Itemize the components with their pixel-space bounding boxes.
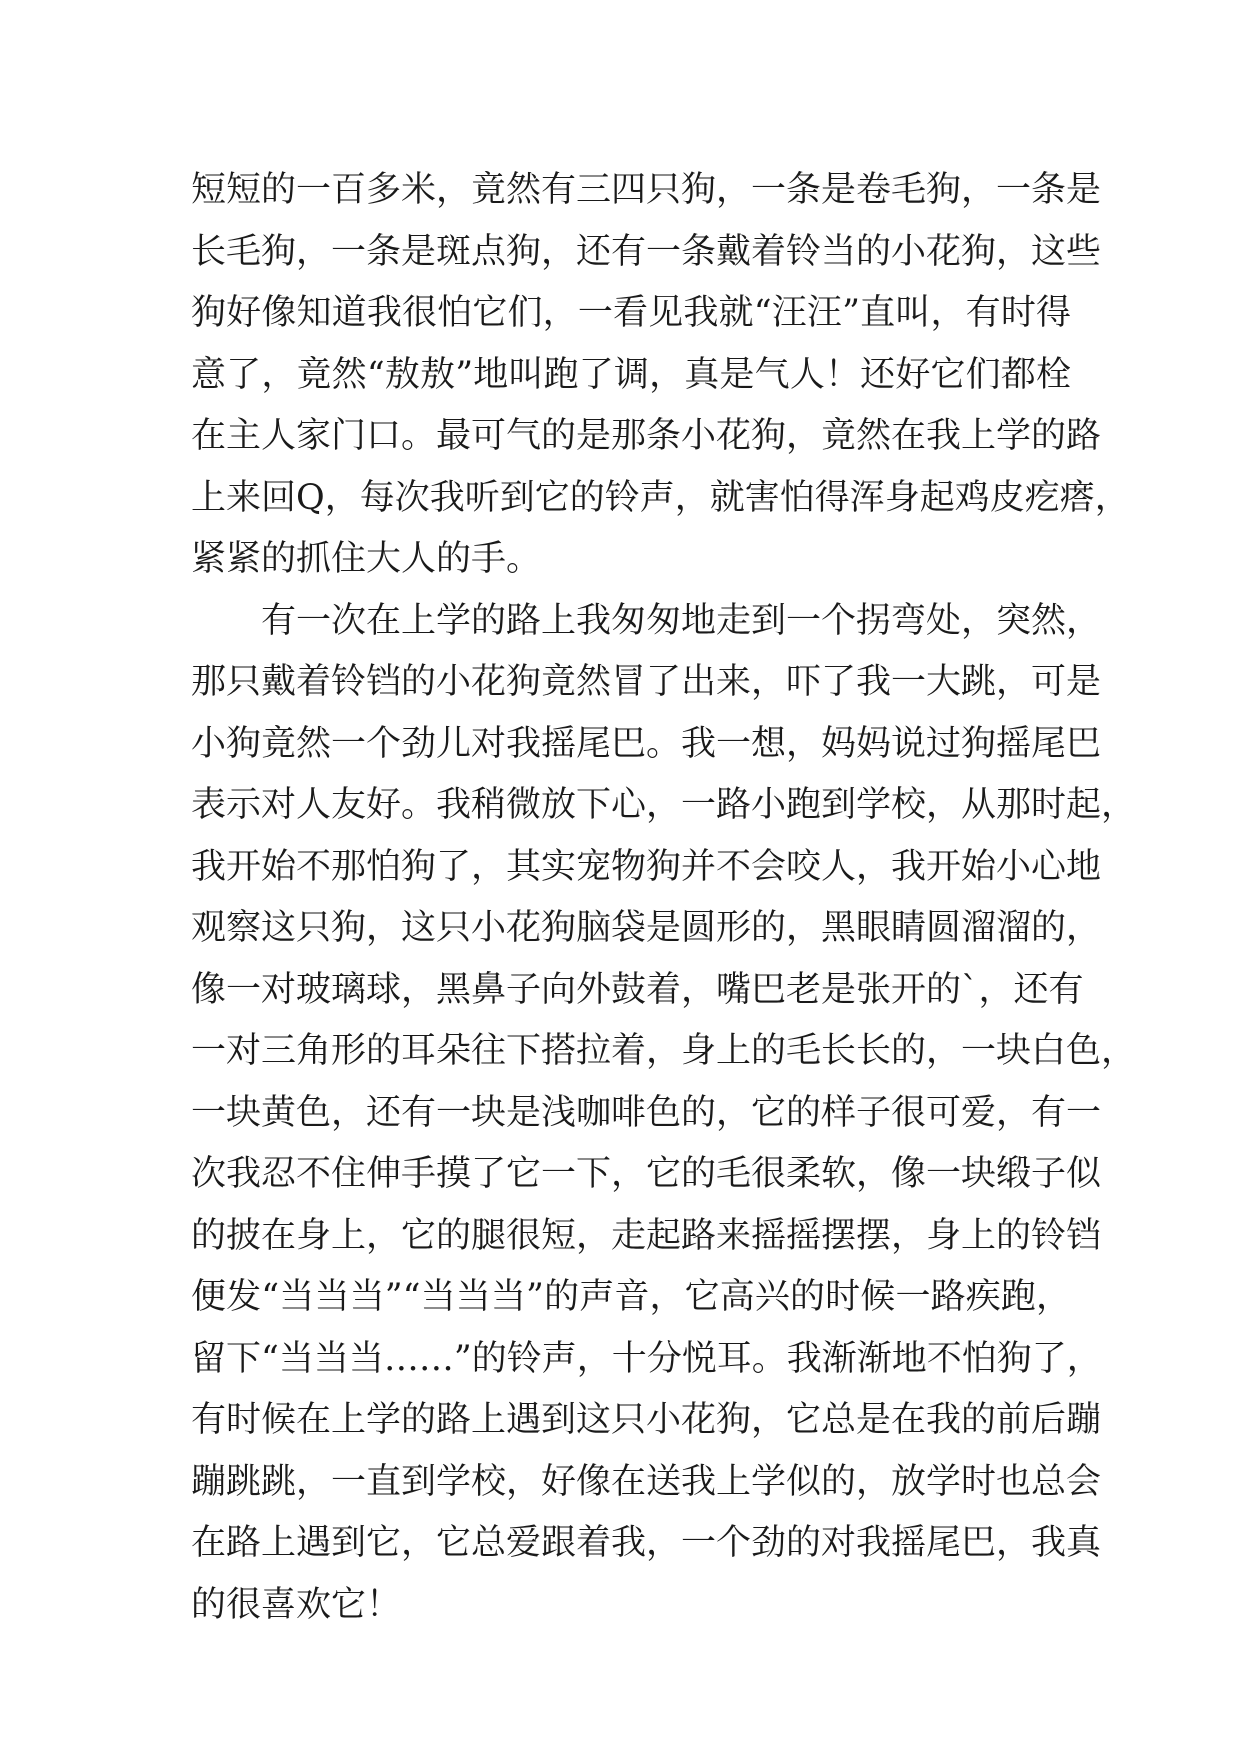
text-line: 有时候在上学的路上遇到这只小花狗，它总是在我的前后蹦	[191, 1400, 1102, 1440]
text-line: 有一次在上学的路上我匆匆地走到一个拐弯处，突然，	[191, 600, 1102, 641]
paragraph-2	[191, 591, 1137, 1637]
text-line: 一对三角形的耳朵往下搭拉着，身上的毛长长的，一块白色，	[191, 1031, 1137, 1071]
text-line: 短短的一百多米，竟然有三四只狗，一条是卷毛狗，一条是	[191, 170, 1102, 210]
text-line: 的披在身上，它的腿很短，走起路来摇摇摆摆，身上的铃铛	[191, 1215, 1102, 1256]
text-line: 长毛狗，一条是斑点狗，还有一条戴着铃当的小花狗，这些	[191, 231, 1102, 272]
text-line: 像一对玻璃球，黑鼻子向外鼓着，嘴巴老是张开的`，还有	[191, 969, 1084, 1010]
paragraph-1	[191, 160, 1130, 591]
text-line: 表示对人友好。我稍微放下心，一路小跑到学校，从那时起，	[191, 785, 1137, 825]
text-line: 留下“当当当……”的铃声，十分悦耳。我渐渐地不怕狗了，	[191, 1338, 1102, 1379]
text-line: 意了，竟然“敖敖”地叫跑了调，真是气人！还好它们都栓	[191, 354, 1071, 395]
text-line: 的很喜欢它！	[191, 1584, 402, 1625]
text-line: 那只戴着铃铛的小花狗竟然冒了出来，吓了我一大跳，可是	[191, 662, 1102, 702]
text-line: 上来回Q，每次我听到它的铃声，就害怕得浑身起鸡皮疙瘩，	[191, 477, 1130, 518]
article-body	[191, 160, 1137, 1636]
text-line: 紧紧的抓住大人的手。	[191, 539, 542, 579]
text-line: 我开始不那怕狗了，其实宠物狗并不会咬人，我开始小心地	[191, 846, 1102, 887]
text-line: 小狗竟然一个劲儿对我摇尾巴。我一想，妈妈说过狗摇尾巴	[191, 723, 1102, 764]
text-line: 在路上遇到它，它总爱跟着我，一个劲的对我摇尾巴，我真	[191, 1523, 1102, 1563]
text-line: 一块黄色，还有一块是浅咖啡色的，它的样子很可爱，有一	[191, 1092, 1102, 1133]
text-line: 观察这只狗，这只小花狗脑袋是圆形的，黑眼睛圆溜溜的，	[191, 908, 1102, 948]
text-line: 便发“当当当”“当当当”的声音，它高兴的时候一路疾跑，	[191, 1277, 1071, 1317]
text-line: 次我忍不住伸手摸了它一下，它的毛很柔软，像一块缎子似	[191, 1154, 1102, 1194]
text-line: 狗好像知道我很怕它们，一看见我就“汪汪”直叫，有时得	[191, 293, 1071, 333]
text-line: 在主人家门口。最可气的是那条小花狗，竟然在我上学的路	[191, 416, 1102, 456]
text-line: 蹦跳跳，一直到学校，好像在送我上学似的，放学时也总会	[191, 1461, 1102, 1502]
